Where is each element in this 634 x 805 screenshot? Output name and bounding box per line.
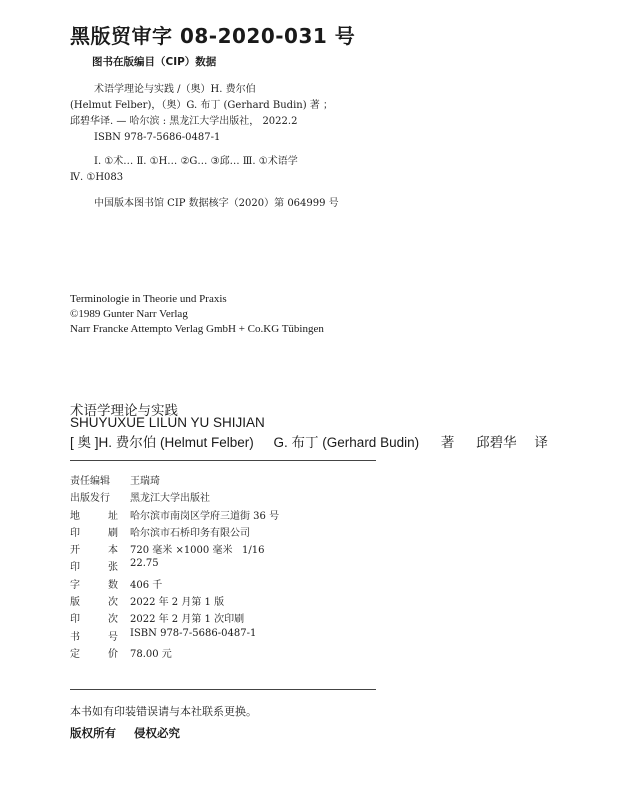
author-felber: [ 奥 ]H. 费尔伯 (Helmut Felber) (70, 435, 254, 450)
info-value: 哈尔滨市石桥印务有限公司 (130, 527, 250, 539)
translator-role: 译 (534, 435, 548, 450)
replacement-notice: 本书如有印装错误请与本社联系更换。 (70, 705, 257, 718)
info-label: 出版发行 (70, 493, 110, 505)
info-value: 78.00 元 (130, 648, 172, 660)
info-value: 王瑞琦 (130, 476, 160, 487)
original-copyright: ©1989 Gunter Narr Verlag (70, 308, 188, 320)
info-row-price (70, 645, 279, 662)
info-label: 定 价 (70, 648, 118, 660)
info-label: 开 本 (70, 545, 118, 557)
author-role: 著 (440, 435, 455, 450)
info-value: 22.75 (130, 558, 159, 570)
info-value: 2022 年 2 月第 1 版 (130, 597, 225, 609)
rights-reserved: 版权所有 (70, 726, 116, 740)
cip-line-authors: (Helmut Felber)，（奥）G. 布丁 (Gerhard Budin) 著 ； (70, 100, 333, 111)
original-title: Terminologie in Theorie und Praxis (70, 293, 227, 305)
author-budin: G. 布丁 (Gerhard Budin) (273, 435, 420, 450)
info-label: 责任编辑 (70, 476, 110, 487)
divider-bottom (70, 689, 376, 690)
info-label: 字 数 (70, 579, 118, 591)
info-row-word-count (70, 576, 279, 593)
translator-name: 邱碧华 (476, 435, 517, 450)
cip-line-class-code: Ⅳ. ①H083 (70, 172, 124, 183)
book-title-cn: 术语学理论与实践 (70, 403, 178, 418)
info-value: 406 千 (130, 579, 163, 591)
info-row-sheets (70, 558, 279, 575)
cip-line-title: 术语学理论与实践 /（奥）H. 费尔伯 (94, 84, 256, 95)
cip-line-classification: Ⅰ. ①术… Ⅱ. ①H… ②G… ③邱… Ⅲ. ①术语学 (94, 156, 298, 167)
info-label: 印 刷 (70, 527, 118, 539)
book-title-pinyin: SHUYUXUE LILUN YU SHIJIAN (70, 415, 265, 430)
infringement-warning: 侵权必究 (134, 726, 181, 740)
copyright-notice (70, 725, 180, 741)
info-row-printer (70, 524, 279, 541)
info-label: 印 次 (70, 614, 118, 626)
original-publisher: Narr Francke Attempto Verlag GmbH + Co.KG Tübingen (70, 323, 324, 335)
cip-line-publisher: 邱碧华译. — 哈尔滨 : 黑龙江大学出版社， 2022.2 (70, 116, 298, 127)
publication-info (70, 472, 279, 662)
info-label: 版 次 (70, 597, 118, 609)
info-row-address (70, 507, 279, 524)
info-value: 黑龙江大学出版社 (130, 493, 210, 505)
info-row-printing (70, 610, 279, 627)
divider-top (70, 460, 376, 461)
registration-number: 黑版贸审字 08-2020-031 号 (70, 24, 356, 48)
info-row-edition (70, 593, 279, 610)
info-row-editor (70, 472, 279, 489)
info-row-isbn (70, 628, 279, 645)
book-credits (70, 431, 548, 451)
cip-heading: 图书在版编目（CIP）数据 (92, 56, 217, 68)
info-label: 地 址 (70, 510, 118, 522)
info-value: 720 毫米 ×1000 毫米 1/16 (130, 545, 265, 557)
info-value: 2022 年 2 月第 1 次印刷 (130, 614, 245, 626)
info-label: 书 号 (70, 631, 118, 643)
info-value: 哈尔滨市南岗区学府三道街 36 号 (130, 510, 280, 522)
info-row-format (70, 541, 279, 558)
cip-line-record-number: 中国版本图书馆 CIP 数据核字（2020）第 064999 号 (94, 198, 339, 209)
cip-line-isbn: ISBN 978-7-5686-0487-1 (94, 132, 221, 143)
info-row-publisher (70, 489, 279, 506)
info-value: ISBN 978-7-5686-0487-1 (130, 627, 257, 639)
info-label: 印 张 (70, 562, 118, 574)
